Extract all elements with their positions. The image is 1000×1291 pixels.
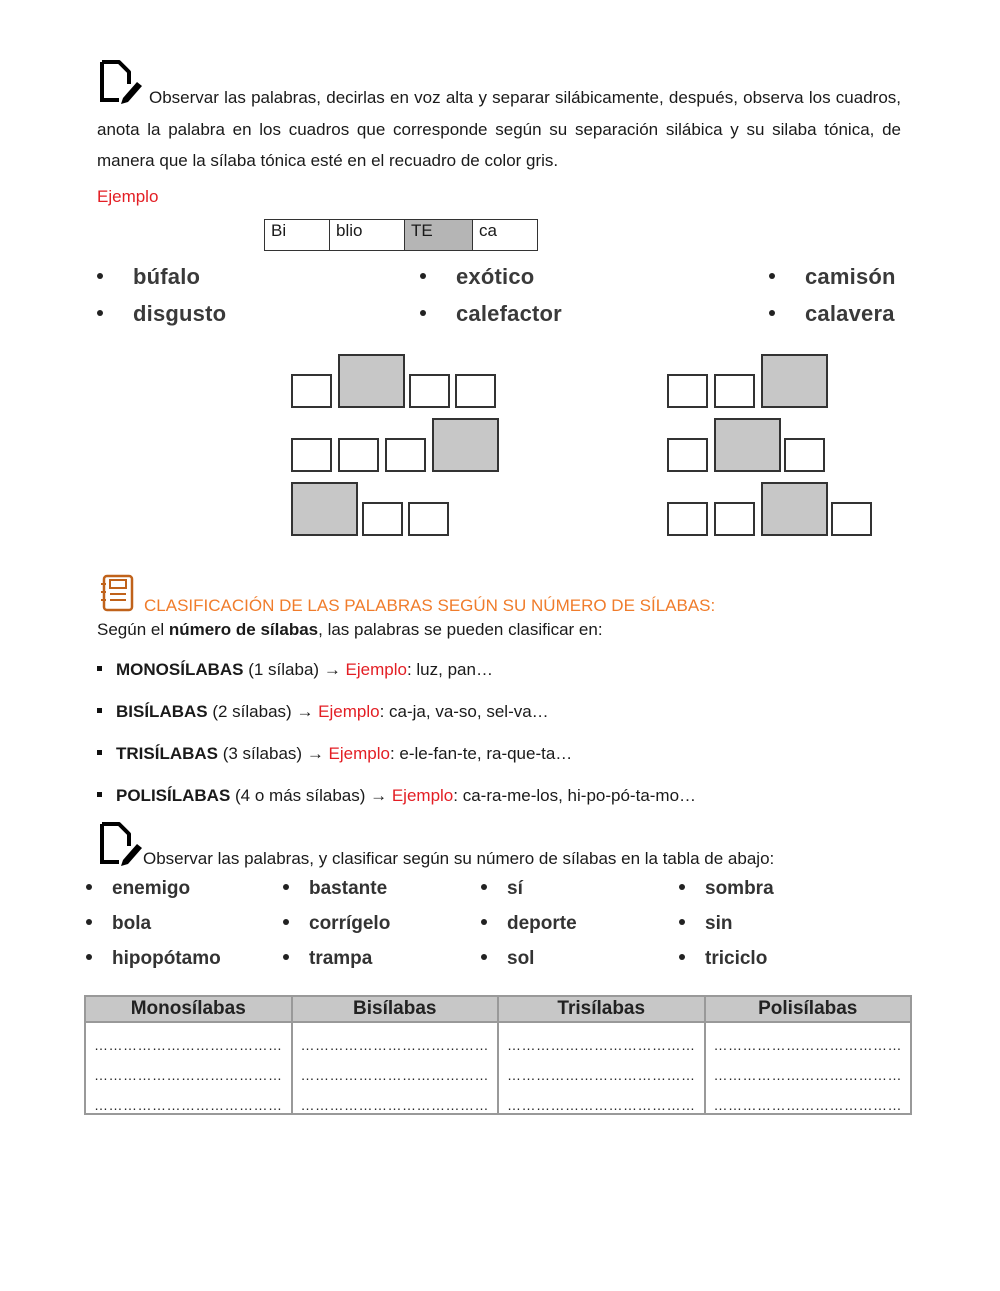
tonic-syllable-box[interactable] <box>714 418 781 472</box>
tonic-syllable-box[interactable] <box>338 354 405 408</box>
answer-line[interactable]: ………………………………… <box>498 1083 705 1114</box>
syllable-cell: blio <box>330 220 405 251</box>
syllable-box[interactable] <box>362 502 403 536</box>
word-item: exótico <box>420 264 534 290</box>
syllable-box[interactable] <box>291 438 332 472</box>
bullet-icon <box>481 884 487 890</box>
bullet-icon <box>97 708 102 713</box>
tonic-syllable-box[interactable] <box>291 482 358 536</box>
tonic-syllable-box[interactable] <box>432 418 499 472</box>
syllable-box[interactable] <box>714 502 755 536</box>
answer-line[interactable]: ………………………………… <box>292 1022 499 1053</box>
word-item: sin <box>679 913 732 935</box>
word-item: calavera <box>769 301 895 327</box>
tonic-syllable-cell: TE <box>405 220 473 251</box>
bullet-icon <box>481 919 487 925</box>
classification-item: BISÍLABAS (2 sílabas) → Ejemplo: ca-ja, va-so, sel-va… <box>97 702 549 722</box>
bullet-icon <box>679 954 685 960</box>
bullet-icon <box>283 954 289 960</box>
word-item: trampa <box>283 948 372 970</box>
bullet-icon <box>481 954 487 960</box>
word-item: triciclo <box>679 948 767 970</box>
classification-item: POLISÍLABAS (4 o más sílabas) → Ejemplo: ca-ra-me-los, hi-po-pó-ta-mo… <box>97 786 696 806</box>
answer-line[interactable]: ………………………………… <box>292 1083 499 1114</box>
answer-line[interactable]: ………………………………… <box>498 1022 705 1053</box>
notebook-icon <box>100 574 136 612</box>
answer-line[interactable]: ………………………………… <box>85 1053 292 1083</box>
bullet-icon <box>97 792 102 797</box>
arrow-icon: → <box>306 744 324 763</box>
word-item: sombra <box>679 878 774 900</box>
syllable-box[interactable] <box>667 502 708 536</box>
bullet-icon <box>86 884 92 890</box>
bullet-icon <box>679 884 685 890</box>
syllable-box[interactable] <box>667 438 708 472</box>
bullet-icon <box>97 666 102 671</box>
answer-line[interactable]: ………………………………… <box>705 1053 912 1083</box>
arrow-icon: → <box>296 702 314 721</box>
bullet-icon <box>283 919 289 925</box>
bullet-icon <box>769 273 775 279</box>
example-label: Ejemplo <box>97 187 159 206</box>
tonic-syllable-box[interactable] <box>761 482 828 536</box>
section-heading: CLASIFICACIÓN DE LAS PALABRAS SEGÚN SU NÚMERO DE SÍLABAS: <box>144 596 716 615</box>
word-item: corrígelo <box>283 913 390 935</box>
bullet-icon <box>86 919 92 925</box>
answer-line[interactable]: ………………………………… <box>705 1022 912 1053</box>
word-item: enemigo <box>86 878 190 900</box>
answer-line[interactable]: ………………………………… <box>85 1022 292 1053</box>
document-pencil-icon <box>97 822 143 868</box>
arrow-icon: → <box>323 660 341 679</box>
classification-item: TRISÍLABAS (3 sílabas) → Ejemplo: e-le-fan-te, ra-que-ta… <box>97 744 572 764</box>
word-item: búfalo <box>97 264 200 290</box>
syllable-box[interactable] <box>714 374 755 408</box>
table-header: Polisílabas <box>705 996 912 1022</box>
answer-line[interactable]: ………………………………… <box>705 1083 912 1114</box>
section-intro: Según el número de sílabas, las palabras se pueden clasificar en: <box>97 620 603 639</box>
bullet-icon <box>420 310 426 316</box>
syllable-box[interactable] <box>784 438 825 472</box>
classification-item: MONOSÍLABAS (1 sílaba) → Ejemplo: luz, pan… <box>97 660 493 680</box>
syllable-box[interactable] <box>408 502 449 536</box>
syllable-box[interactable] <box>455 374 496 408</box>
syllable-box[interactable] <box>291 374 332 408</box>
syllable-box[interactable] <box>831 502 872 536</box>
bullet-icon <box>283 884 289 890</box>
syllable-box[interactable] <box>385 438 426 472</box>
word-item: sí <box>481 878 523 900</box>
syllable-box[interactable] <box>667 374 708 408</box>
bullet-icon <box>97 310 103 316</box>
table-header: Trisílabas <box>498 996 705 1022</box>
bullet-icon <box>420 273 426 279</box>
instruction-1: Observar las palabras, decirlas en voz alta y separar silábicamente, después, observa los cuadros, anota la palabra en los cuadros que corresponde según su separación silábica y su silaba tónica, de manera que la sílaba tónica esté en el recuadro de color gris. <box>97 88 901 170</box>
word-item: bastante <box>283 878 387 900</box>
word-item: calefactor <box>420 301 562 327</box>
word-item: sol <box>481 948 534 970</box>
answer-line[interactable]: ………………………………… <box>498 1053 705 1083</box>
word-item: deporte <box>481 913 577 935</box>
answer-line[interactable]: ………………………………… <box>85 1083 292 1114</box>
bullet-icon <box>769 310 775 316</box>
table-header: Bisílabas <box>292 996 499 1022</box>
word-item: hipopótamo <box>86 948 221 970</box>
syllable-cell: ca <box>473 220 538 251</box>
syllable-box[interactable] <box>409 374 450 408</box>
bullet-icon <box>97 273 103 279</box>
example-syllable-table <box>264 219 538 251</box>
bullet-icon <box>86 954 92 960</box>
word-item: bola <box>86 913 151 935</box>
word-item: disgusto <box>97 301 226 327</box>
tonic-syllable-box[interactable] <box>761 354 828 408</box>
bullet-icon <box>97 750 102 755</box>
syllable-box[interactable] <box>338 438 379 472</box>
bullet-icon <box>679 919 685 925</box>
syllable-cell: Bi <box>265 220 330 251</box>
table-header: Monosílabas <box>85 996 292 1022</box>
answer-line[interactable]: ………………………………… <box>292 1053 499 1083</box>
arrow-icon: → <box>370 786 388 805</box>
classification-table <box>84 995 912 1115</box>
word-item: camisón <box>769 264 896 290</box>
instruction-2: Observar las palabras, y clasificar según su número de sílabas en la tabla de abajo: <box>143 849 775 868</box>
